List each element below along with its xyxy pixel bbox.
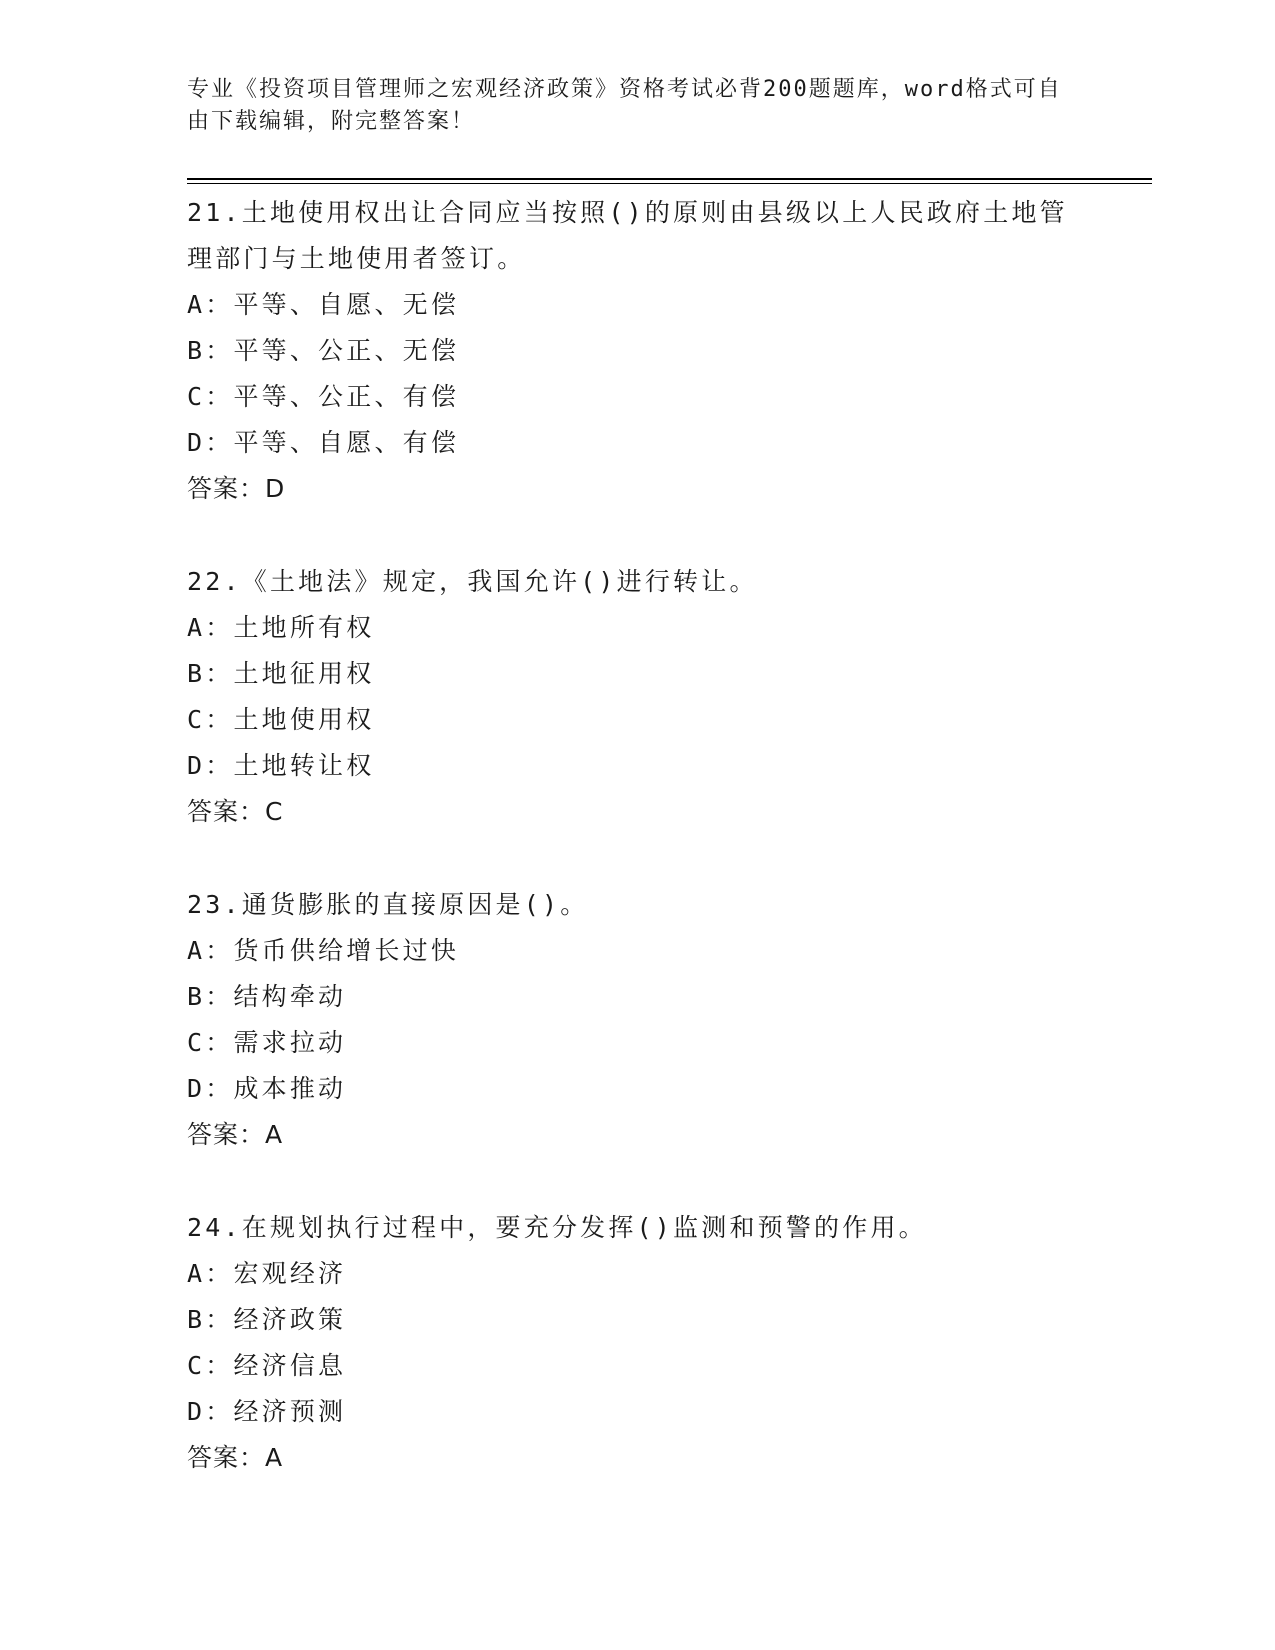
header-divider-thin (187, 183, 1152, 184)
option-b: B：经济政策 (187, 1305, 347, 1334)
question-21 (187, 190, 1087, 512)
question-stem: 23.通货膨胀的直接原因是()。 (187, 890, 589, 919)
option-list (187, 928, 1087, 1112)
option-a: A：平等、自愿、无偿 (187, 290, 460, 319)
option-b: B：土地征用权 (187, 659, 375, 688)
answer-line: 答案：C (187, 797, 284, 826)
option-a: A：宏观经济 (187, 1259, 347, 1288)
option-list (187, 282, 1087, 466)
option-b: B：结构牵动 (187, 982, 347, 1011)
answer-line: 答案：A (187, 1443, 284, 1472)
answer-line: 答案：D (187, 474, 286, 503)
option-d: D：平等、自愿、有偿 (187, 428, 460, 457)
option-list (187, 1251, 1087, 1435)
answer-line: 答案：A (187, 1120, 284, 1149)
question-stem: 24.在规划执行过程中，要充分发挥()监测和预警的作用。 (187, 1213, 927, 1242)
option-c: C：土地使用权 (187, 705, 375, 734)
header-divider-thick (187, 178, 1152, 180)
option-c: C：需求拉动 (187, 1028, 347, 1057)
option-d: D：土地转让权 (187, 751, 375, 780)
document-header: 专业《投资项目管理师之宏观经济政策》资格考试必背200题题库，word格式可自由下载编辑，附完整答案！ (187, 77, 1062, 134)
option-c: C：平等、公正、有偿 (187, 382, 460, 411)
option-d: D：经济预测 (187, 1397, 347, 1426)
question-list (187, 190, 1087, 1528)
question-stem: 21.土地使用权出让合同应当按照()的原则由县级以上人民政府土地管理部门与土地使用者签订。 (187, 198, 1068, 273)
option-list (187, 605, 1087, 789)
option-a: A：土地所有权 (187, 613, 375, 642)
option-a: A：货币供给增长过快 (187, 936, 460, 965)
question-24 (187, 1205, 1087, 1481)
option-b: B：平等、公正、无偿 (187, 336, 460, 365)
question-stem: 22.《土地法》规定，我国允许()进行转让。 (187, 567, 758, 596)
question-23 (187, 882, 1087, 1158)
question-22 (187, 559, 1087, 835)
option-c: C：经济信息 (187, 1351, 347, 1380)
option-d: D：成本推动 (187, 1074, 347, 1103)
